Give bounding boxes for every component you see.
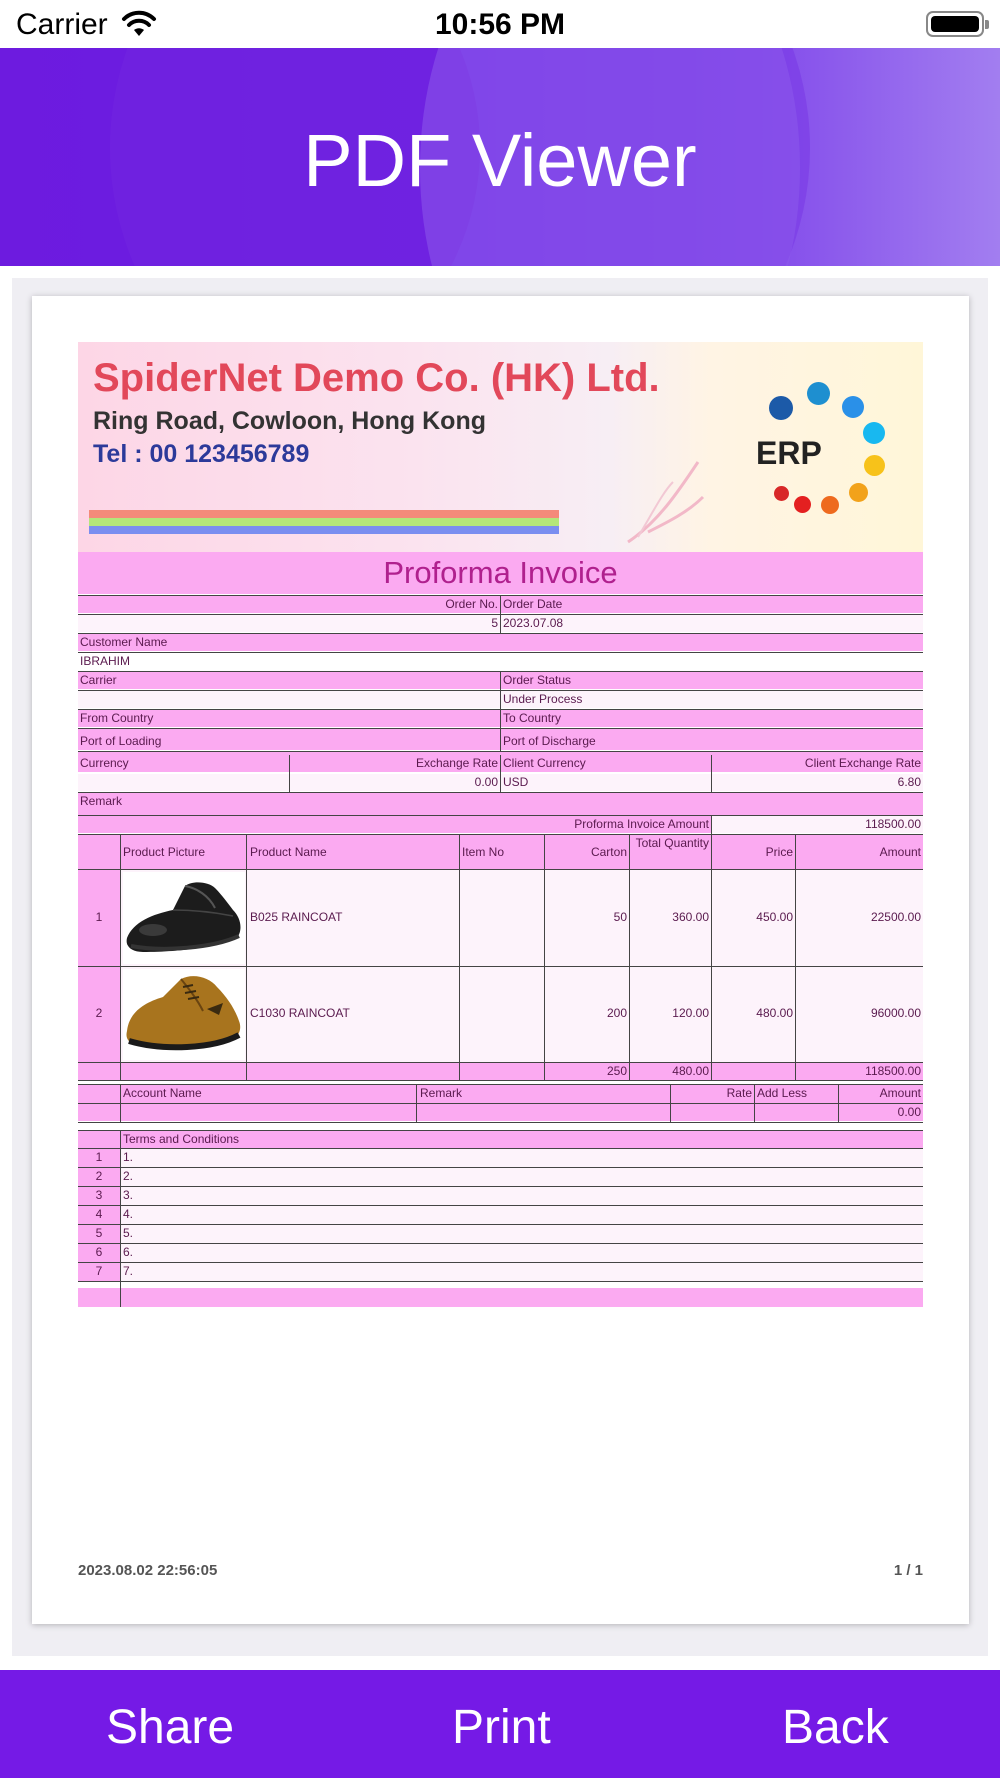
col-add-less: Add Less — [757, 1086, 808, 1100]
terms-row-text: 4. — [121, 1206, 923, 1224]
col-price: Price — [765, 845, 793, 859]
product-price: 480.00 — [756, 1006, 793, 1020]
order-status-label: Order Status — [501, 672, 923, 689]
col-product-picture: Product Picture — [123, 845, 206, 859]
col-rate: Rate — [726, 1086, 752, 1100]
account-amount-value: 0.00 — [897, 1105, 921, 1119]
terms-row-number: 3 — [78, 1187, 120, 1205]
clock: 10:56 PM — [434, 8, 566, 41]
row-number: 1 — [95, 910, 103, 924]
terms-row-number: 6 — [78, 1244, 120, 1262]
pdf-page[interactable] — [32, 296, 969, 1624]
product-name: C1030 RAINCOAT — [250, 1006, 350, 1020]
product-amount: 22500.00 — [870, 910, 921, 924]
invoice-title: Proforma Invoice — [78, 552, 923, 594]
company-tel: Tel : 00 123456789 — [93, 440, 310, 468]
order-status-value: Under Process — [501, 691, 923, 708]
order-date-value: 2023.07.08 — [501, 615, 923, 632]
customer-name-label: Customer Name — [78, 634, 923, 651]
company-name: SpiderNet Demo Co. (HK) Ltd. — [93, 356, 660, 400]
app-header — [0, 48, 1000, 266]
exchange-rate-value: 0.00 — [290, 774, 500, 791]
col-account-name: Account Name — [123, 1086, 202, 1100]
port-discharge-label: Port of Discharge — [501, 733, 923, 750]
product-name: B025 RAINCOAT — [250, 910, 343, 924]
page-indicator: 1 / 1 — [893, 1562, 923, 1579]
order-no-value: 5 — [78, 615, 500, 632]
row-number: 2 — [95, 1006, 103, 1020]
col-item-no: Item No — [462, 845, 505, 859]
black-shoe-image — [123, 872, 245, 964]
brown-shoe-image — [123, 969, 245, 1060]
terms-row-number: 7 — [78, 1263, 120, 1281]
product-carton: 200 — [606, 1006, 627, 1020]
col-total-quantity: Total Quantity — [635, 836, 709, 850]
col-amount: Amount — [879, 845, 921, 859]
terms-row-text: 7. — [121, 1263, 923, 1281]
invoice-amount-label: Proforma Invoice Amount — [78, 816, 711, 833]
product-carton: 50 — [613, 910, 627, 924]
terms-row-number: 1 — [78, 1149, 120, 1167]
page-title: PDF Viewer — [303, 119, 697, 202]
company-address: Ring Road, Cowloon, Hong Kong — [93, 407, 486, 435]
flower-decoration — [618, 452, 708, 552]
carrier-label: Carrier — [16, 8, 108, 41]
terms-row-number: 2 — [78, 1168, 120, 1186]
remark-label: Remark — [78, 793, 923, 810]
terms-row-text: 5. — [121, 1225, 923, 1243]
bottom-bar — [0, 1670, 1000, 1778]
product-price: 450.00 — [756, 910, 793, 924]
invoice-table — [78, 552, 923, 1307]
terms-row-text: 1. — [121, 1149, 923, 1167]
back-button[interactable]: Back — [782, 1701, 889, 1754]
share-button[interactable]: Share — [106, 1701, 235, 1754]
customer-name-value: IBRAHIM — [78, 653, 923, 670]
port-loading-label: Port of Loading — [78, 733, 500, 750]
print-timestamp: 2023.08.02 22:56:05 — [78, 1562, 218, 1579]
client-exchange-rate-value: 6.80 — [712, 774, 923, 791]
client-currency-label: Client Currency — [501, 755, 711, 772]
col-account-amount: Amount — [879, 1086, 921, 1100]
erp-logo-text: ERP — [756, 435, 822, 471]
invoice-amount-value: 118500.00 — [712, 816, 923, 833]
status-bar — [0, 0, 1000, 48]
invoice-banner — [78, 342, 923, 552]
client-currency-value: USD — [501, 774, 711, 791]
col-carton: Carton — [590, 845, 627, 859]
total-carton: 250 — [606, 1064, 627, 1078]
pdf-viewer[interactable] — [12, 278, 988, 1656]
carrier-label: Carrier — [78, 672, 500, 689]
product-qty: 360.00 — [672, 910, 709, 924]
client-exchange-rate-label: Client Exchange Rate — [712, 755, 923, 772]
to-country-label: To Country — [501, 710, 923, 727]
terms-row-text: 2. — [121, 1168, 923, 1186]
terms-row-text: 6. — [121, 1244, 923, 1262]
order-no-label: Order No. — [78, 596, 500, 613]
total-quantity: 480.00 — [672, 1064, 709, 1078]
product-qty: 120.00 — [672, 1006, 709, 1020]
product-amount: 96000.00 — [870, 1006, 921, 1020]
col-remark: Remark — [420, 1086, 463, 1100]
terms-row-number: 5 — [78, 1225, 120, 1243]
currency-value — [78, 774, 289, 791]
col-product-name: Product Name — [250, 845, 327, 859]
terms-row-text: 3. — [121, 1187, 923, 1205]
currency-label: Currency — [78, 755, 289, 772]
battery-icon — [926, 11, 984, 37]
print-button[interactable]: Print — [452, 1701, 551, 1754]
carrier-value — [78, 691, 500, 708]
exchange-rate-label: Exchange Rate — [290, 755, 500, 772]
order-date-label: Order Date — [501, 596, 923, 613]
terms-row-number: 4 — [78, 1206, 120, 1224]
from-country-label: From Country — [78, 710, 500, 727]
terms-title: Terms and Conditions — [123, 1132, 240, 1146]
total-amount: 118500.00 — [865, 1064, 921, 1078]
